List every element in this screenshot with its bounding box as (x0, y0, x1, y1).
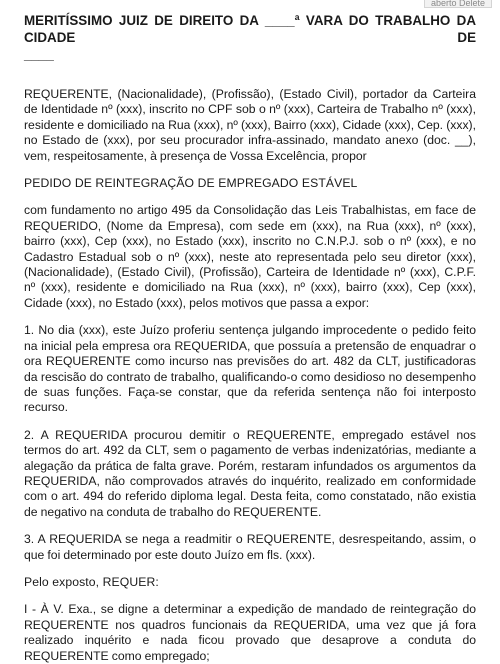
heading-line-1: MERITÍSSIMO JUIZ DE DIREITO DA ____ª VARA DO TRABALHO DA CIDADE DE (24, 13, 476, 45)
fact-paragraph-3: 3. A REQUERIDA se nega a readmitir o REQUERENTE, desrespeitando, assim, o que foi determinado por este douto Juízo em fls. (xxx). (24, 532, 476, 562)
window-edge-text: aberto Delete (424, 0, 492, 8)
document-page (24, 12, 476, 664)
defendant-qualification-paragraph: com fundamento no artigo 495 da Consolidação das Leis Trabalhistas, em face de REQUERIDO, (Nome da Empresa), com sede em (xxx), na Rua (xxx), nº (xxx), bairro (xxx), Cep (xxx), no Estado (xxx), inscrito no C.N.P.J. sob o nº (xxx), e no Cadastro Estadual sob o nº (xxx), neste ato representada pelo seu diretor (xxx), (Nacionalidade), (Estado Civil), (Profissão), Carteira de Identidade nº (xxx), C.P.F. nº (xxx), residente e domiciliado na Rua (xxx), nº (xxx), bairro (xxx), Cep (xxx), Cidade (xxx), no Estado (xxx), pelos motivos que passa a expor: (24, 203, 476, 310)
request-item-1: I - À V. Exa., se digne a determinar a expedição de mandado de reintegração do REQUERENTE nos quadros funcionais da REQUERIDA, uma vez que já fora realizado inquérito e nada ficou provado que desaprove a conduta do REQUERENTE como empregado; (24, 602, 476, 663)
petition-title: PEDIDO DE REINTEGRAÇÃO DE EMPREGADO ESTÁVEL (24, 176, 358, 191)
fact-paragraph-2: 2. A REQUERIDA procurou demitir o REQUERENTE, empregado estável nos termos do art. 492 da CLT, sem o pagamento de verbas indenizatórias, mediante a alegação da prática de falta grave. Porém, restaram infundados os argumentos da REQUERIDA, não comprovados através do inquérito, realizado em conformidade com o art. 494 do referido diploma legal. Desta feita, como constatado, não existia de negativo na conduta de trabalho do REQUERENTE. (24, 427, 476, 519)
document-heading (24, 12, 476, 63)
fact-paragraph-1: 1. No dia (xxx), este Juízo proferiu sentença julgando improcedente o pedido feito na inicial pela empresa ora REQUERIDA, que possuía a pretensão de enquadrar o ora REQUERENTE como incurso nas previsões do art. 482 da CLT, justificadoras da rescisão do contrato de trabalho, qualificando-o como desidioso no desempenho de suas funções. Faça-se constar, que da referida sentença não foi interposto recurso. (24, 323, 476, 415)
heading-line-2: ____ (24, 47, 54, 62)
plaintiff-qualification-paragraph: REQUERENTE, (Nacionalidade), (Profissão), (Estado Civil), portador da Carteira de Identidade nº (xxx), inscrito no CPF sob o nº (xxx), Carteira de Trabalho nº (xxx), residente e domiciliado na Rua (xxx), nº (xxx), Bairro (xxx), Cidade (xxx), Cep. (xxx), no Estado de (xxx), por seu procurador infra-assinado, mandato anexo (doc. __), vem, respeitosamente, à presença de Vossa Excelência, propor (24, 87, 476, 163)
requests-intro: Pelo exposto, REQUER: (24, 574, 159, 589)
